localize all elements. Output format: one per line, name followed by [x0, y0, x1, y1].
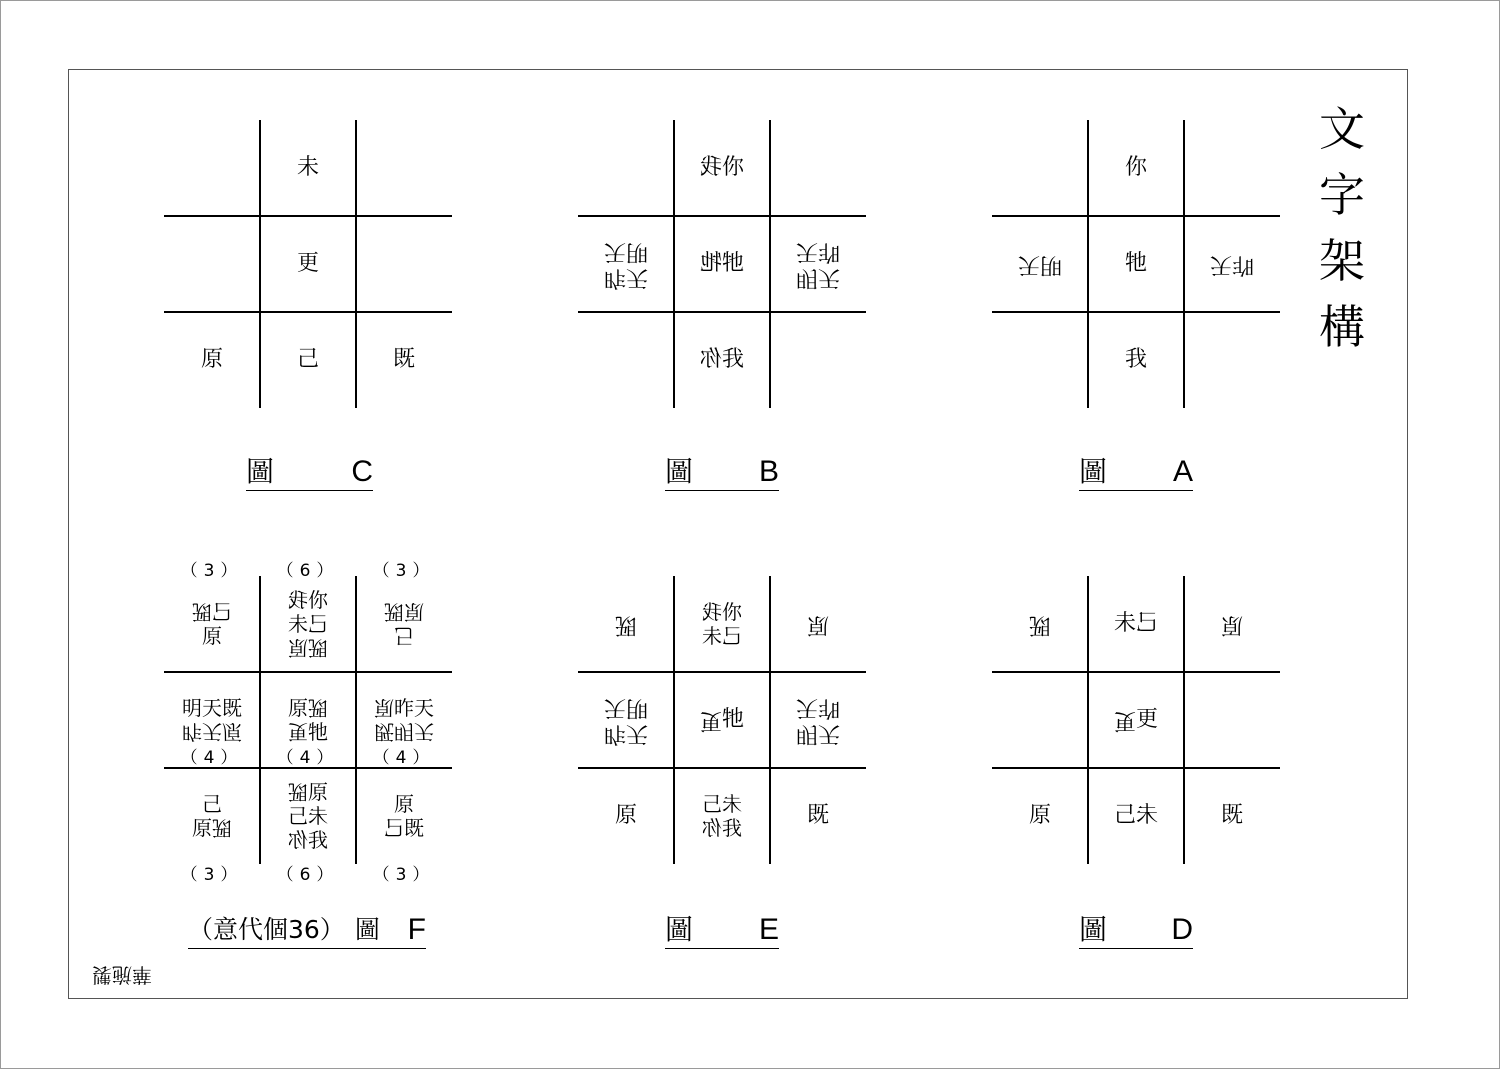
- figure-a-cell-bottom: 我: [1124, 347, 1147, 372]
- figure-f-cell-r2c0: 己 原 既: [192, 792, 232, 840]
- figure-c-cell-bottom-left: 原: [200, 347, 223, 372]
- figure-f-cell-r0c2: 既 原 己: [384, 600, 424, 648]
- figure-a-cell-right: 昨天: [1209, 252, 1254, 277]
- figure-e-cell-right: 昨天 明天: [795, 695, 840, 746]
- figure-a-grid: [992, 120, 1280, 408]
- figure-d-cell-center: 更 更: [1113, 707, 1159, 733]
- figure-f-count-bottom-3: （3）: [372, 865, 436, 885]
- figure-f-count-bottom-2: （6）: [276, 865, 340, 885]
- figure-f-cell-r1c1: 原 既 更 牠: [288, 696, 328, 744]
- figure-d-cell-bottom-center: 己 未: [1113, 803, 1159, 828]
- figure-b-cell-top: 我 你: [699, 155, 745, 180]
- title-char-1: 文: [1319, 102, 1365, 156]
- figure-d-cell-top-right: 原: [1220, 612, 1243, 637]
- title-char-2: 字: [1319, 168, 1365, 222]
- figure-c-cell-bottom-right: 既: [392, 347, 415, 372]
- figure-f-count-middle-1: （4）: [180, 748, 244, 768]
- figure-e-cell-center: 更 牠: [699, 707, 745, 733]
- figure-f-count-top-1: （3）: [180, 561, 244, 581]
- figure-b-caption: 圖 B: [665, 454, 779, 491]
- figure-a-cell-top: 你: [1124, 155, 1147, 180]
- figure-f-count-bottom-1: （3）: [180, 865, 244, 885]
- figure-b-cell-center: 牠 牠: [699, 251, 745, 276]
- maker-credit: 華施製: [92, 963, 152, 987]
- figure-f-count-top-3: （3）: [372, 561, 436, 581]
- figure-f-cell-r0c1: 我 你 未 己 原 既: [288, 588, 328, 660]
- page-title: [1316, 96, 1368, 360]
- title-char-3: 架: [1319, 234, 1365, 288]
- figure-e-caption: 圖 E: [665, 912, 779, 949]
- figure-a-caption: 圖 A: [1079, 454, 1193, 491]
- figure-d-cell-bottom-right: 既: [1220, 803, 1243, 828]
- figure-e-cell-bottom-center: 己 未 你 我: [702, 792, 742, 840]
- figure-a-cell-left: 明天: [1017, 252, 1062, 277]
- figure-c-caption: 圖 C: [246, 454, 373, 491]
- figure-e-cell-left: 明天 昨天: [603, 695, 648, 746]
- figure-c-grid: [164, 120, 452, 408]
- title-char-4: 構: [1319, 300, 1365, 354]
- figure-b-cell-bottom: 你 我: [699, 347, 745, 372]
- figure-a-cell-center: 牠: [1124, 251, 1147, 276]
- figure-f-cell-r2c2: 原 己 既: [384, 792, 424, 840]
- figure-f-caption: （意代個36） 圖 F: [188, 912, 426, 949]
- figure-e-cell-bottom-left: 原: [614, 803, 637, 828]
- figure-f-grid: [164, 576, 452, 864]
- figure-b-cell-left: 明天 昨天: [603, 239, 648, 290]
- figure-d-caption: 圖 D: [1079, 912, 1193, 949]
- figure-b-grid: [578, 120, 866, 408]
- figure-c-cell-center: 更: [296, 251, 319, 276]
- figure-f-count-top-2: （6）: [276, 561, 340, 581]
- figure-d-cell-top-center: 未 己: [1113, 611, 1159, 636]
- figure-c-cell-bottom-center: 己: [296, 347, 319, 372]
- figure-f-count-middle-2: （4）: [276, 748, 340, 768]
- figure-d-cell-bottom-left: 原: [1028, 803, 1051, 828]
- figure-d-cell-top-left: 既: [1028, 612, 1051, 637]
- figure-e-cell-bottom-right: 既: [806, 803, 829, 828]
- figure-b-cell-right: 昨天 明天: [795, 239, 840, 290]
- figure-e-grid: [578, 576, 866, 864]
- figure-f-cell-r1c2: 原 昨天 既 明天: [374, 696, 434, 744]
- figure-f-cell-r0c0: 既 己 原: [192, 600, 232, 648]
- figure-d-grid: [992, 576, 1280, 864]
- figure-c-cell-top: 未: [296, 155, 319, 180]
- figure-f-count-middle-3: （4）: [372, 748, 436, 768]
- figure-e-cell-top-center: 我 你 未 己: [702, 600, 742, 648]
- figure-e-cell-top-left: 既: [614, 612, 637, 637]
- figure-e-cell-top-right: 原: [806, 612, 829, 637]
- figure-f-cell-r2c1: 既 原 己 未 你 我: [288, 780, 328, 852]
- figure-f-cell-r1c0: 明天 既 昨天 原: [182, 696, 242, 744]
